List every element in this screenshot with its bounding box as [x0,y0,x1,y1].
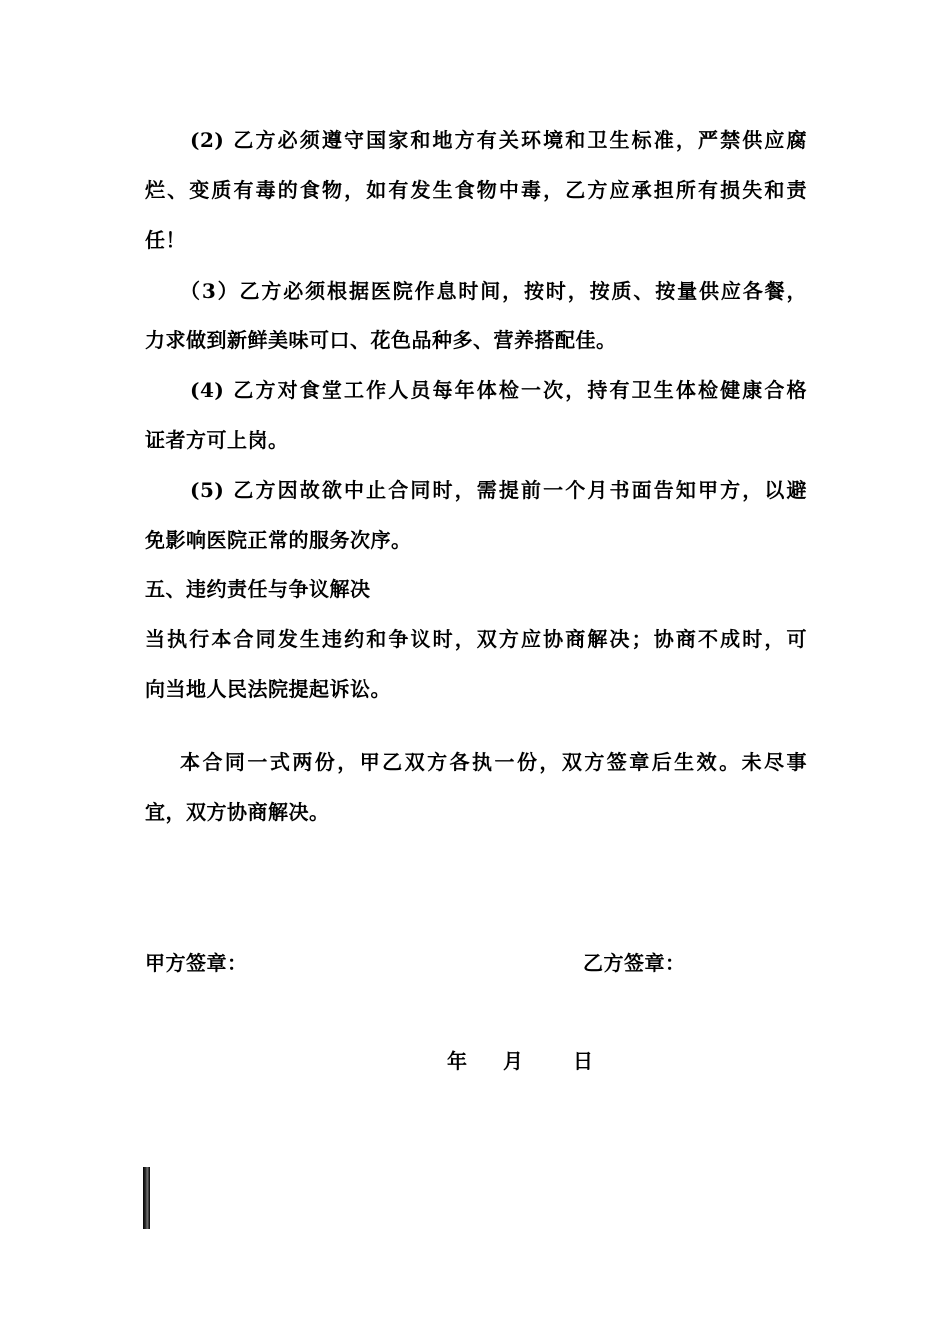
clause-2-line-1: (2) 乙方必须遵守国家和地方有关环境和卫生标准，严禁供应腐 [190,128,807,152]
section-5-line-2: 向当地人民法院提起诉讼。 [145,677,391,701]
date-day: 日 [573,1049,594,1073]
clause-4-line-2: 证者方可上岗。 [145,428,289,452]
clause-2-line-3: 任！ [145,228,186,252]
clause-3-line-2: 力求做到新鲜美味可口、花色品种多、营养搭配佳。 [145,328,617,352]
closing-line-2: 宜，双方协商解决。 [145,800,330,824]
section-5-heading: 五、违约责任与争议解决 [145,577,371,601]
date-year: 年 [447,1049,468,1073]
party-a-signature-label: 甲方签章： [145,951,248,975]
clause-2-line-2: 烂、变质有毒的食物，如有发生食物中毒，乙方应承担所有损失和责 [145,178,807,202]
clause-5-line-2: 免影响医院正常的服务次序。 [145,528,412,552]
party-b-signature-label: 乙方签章： [583,951,686,975]
clause-3-line-1: （3）乙方必须根据医院作息时间，按时，按质、按量供应各餐， [180,279,807,303]
closing-line-1: 本合同一式两份，甲乙双方各执一份，双方签章后生效。未尽事 [180,750,807,774]
section-5-line-1: 当执行本合同发生违约和争议时，双方应协商解决；协商不成时，可 [145,627,807,651]
clause-5-line-1: (5) 乙方因故欲中止合同时，需提前一个月书面告知甲方，以避 [190,478,807,502]
scan-edge-mark [143,1167,150,1229]
date-month: 月 [503,1049,524,1073]
clause-4-line-1: (4) 乙方对食堂工作人员每年体检一次，持有卫生体检健康合格 [190,378,807,402]
